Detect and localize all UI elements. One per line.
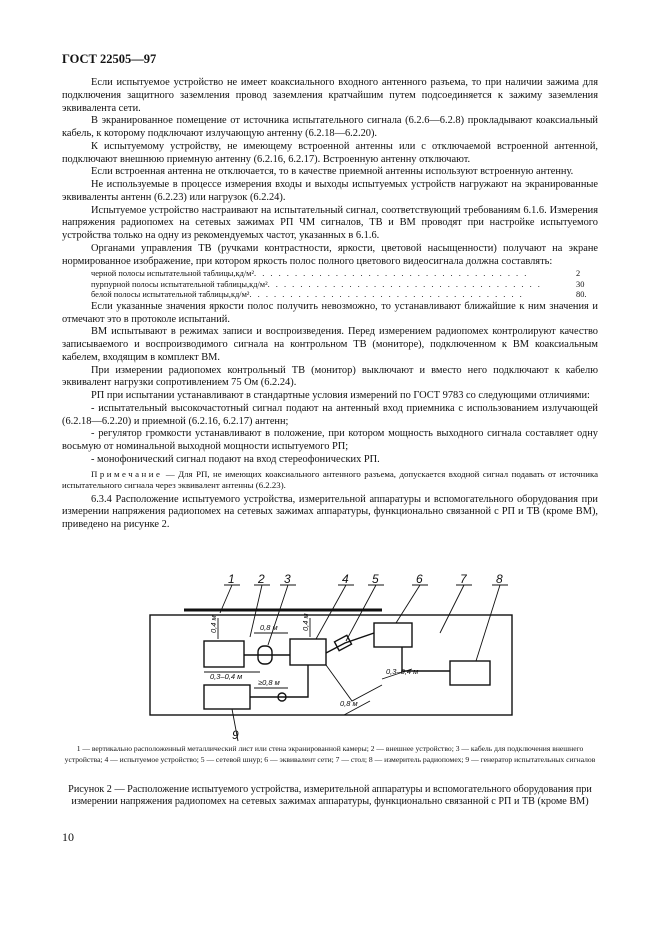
callout-1: 1 (228, 573, 235, 586)
external-device-box (204, 641, 244, 667)
leader-dots: . . . . . . . . . . . . . . . . . . . . . . . . . . . . . . . . . . (267, 279, 542, 289)
list-item: - испытательный высокочастотный сигнал подают на антенный вход приемника с использованием излучающей (6.2.18—6.2.20) и приемной (6.2.16, 6.2.17) антенн; (62, 402, 598, 427)
generator-box (204, 685, 250, 709)
dim-label: 0,4 м (301, 613, 310, 631)
paragraph: Органами управления ТВ (ручками контрастности, яркости, цветовой насыщенности) получают на экране нормированное изображение, при котором яркость полос полного цветового видеосигнала должна составлять: (62, 242, 598, 267)
figure-legend: 1 — вертикально расположенный металлический лист или стена экранированной камеры; 2 — внешнее устройство; 3 — кабель для подключения внешнего устройства; 4 — испытуемое устройство; 5 — сетевой шнур; 6 — эквивалент сети; 7 — стол; 8 — измеритель радиопомех; 9 — генератор испытательных сигналов (64, 744, 596, 764)
brightness-value: 80. (576, 290, 587, 300)
network-equivalent-box (374, 623, 412, 647)
dim-label: 0,8 м (260, 623, 278, 632)
device-under-test-box (290, 639, 326, 665)
brightness-row (91, 290, 598, 301)
layout-figure (120, 573, 520, 743)
paragraph: РП при испытании устанавливают в стандартные условия измерений по ГОСТ 9783 со следующими отличиями: (91, 390, 590, 401)
callout-2: 2 (258, 573, 265, 586)
paragraph: Если указанные значения яркости полос получить невозможно, то устанавливают ближайшие к ним значения и отмечают это в протоколе испытаний. (62, 300, 598, 325)
paragraph: Если встроенная антенна не отключается, то в качестве приемной антенны используют встроенную антенну. (91, 166, 574, 178)
page-number: 10 (62, 830, 74, 844)
callout-8: 8 (496, 573, 503, 586)
brightness-label: белой полосы испытательной таблицы,кд/м² (91, 290, 250, 300)
dim-label: 0,3–0,4 м (210, 672, 243, 681)
leader-dots: . . . . . . . . . . . . . . . . . . . . . . . . . . . . . . . . . . (249, 290, 524, 300)
cord-ferrite (334, 635, 351, 650)
note-label: Примечание (91, 468, 163, 479)
brightness-label: черной полосы испытательной таблицы,кд/м² (91, 269, 254, 279)
brightness-table (91, 269, 598, 301)
paragraph: Испытуемое устройство настраивают на испытательный сигнал, соответствующий требованиям 6.1.6. Измерения напряжения радиопомех на сетевых зажимах РП ЧМ сигналов, ТВ и ВМ проводят при настройке испытуемого устройства только на одну из рекомендуемых частот, указанных в 6.1.6. (62, 204, 598, 241)
dim-label: 0,8 м (340, 699, 358, 708)
document-header: ГОСТ 22505—97 (62, 52, 157, 66)
callout-9: 9 (232, 728, 239, 742)
brightness-value: 2 (576, 269, 581, 279)
leader-dots: . . . . . . . . . . . . . . . . . . . . . . . . . . . . . . . . . . (254, 269, 529, 279)
callout-5: 5 (372, 573, 379, 586)
list-item: - монофонический сигнал подают на вход стереофонических РП. (91, 453, 380, 465)
callout-7: 7 (460, 573, 467, 586)
dim-label: ≥0,8 м (258, 678, 280, 687)
dim-label: 0,4 м (209, 615, 218, 633)
brightness-row (91, 269, 598, 280)
paragraph: При измерении радиопомех контрольный ТВ (монитор) выключают и вместо него подключают к кабелю эквивалент нагрузки сопротивлением 75 Ом (6.2.24). (62, 364, 598, 389)
brightness-row (91, 280, 598, 291)
list-item: - регулятор громкости устанавливают в положение, при котором мощность выходного сигнала составляет одну восьмую от номинальной выходной мощности испытуемого РП; (62, 428, 598, 452)
callout-leader (346, 585, 376, 641)
paragraph: ВМ испытывают в режимах записи и воспроизведения. Перед измерением радиопомех контролируют качество записываемого и воспроизводимого сигнала на контрольном ТВ (мониторе), подключенном к ВМ коаксиальным кабелем, входящим в комплект ВМ. (62, 326, 598, 363)
brightness-value: 30 (576, 279, 585, 289)
interference-meter-box (450, 661, 490, 685)
callout-leader (476, 585, 500, 661)
body-text (62, 77, 598, 532)
callout-4: 4 (342, 573, 349, 586)
note (62, 469, 598, 491)
callout-leader (316, 585, 346, 639)
brightness-label: пурпурной полосы испытательной таблицы,кд/м² (91, 279, 268, 289)
paragraph: К испытуемому устройству, не имеющему встроенной антенны или с отключаемой встроенной антенной, подключают внешнюю приемную антенну (6.2.16, 6.2.17). Встроенную антенну отключают. (62, 140, 598, 165)
dim-label: 0,3–0,4 м (386, 667, 419, 676)
mains-cord (326, 633, 374, 653)
figure-caption: Рисунок 2 — Расположение испытуемого устройства, измерительной аппаратуры и вспомогательного оборудования при измерении напряжения радиопомех на сетевых зажимах аппаратуры, функционально связанной с РП и ТВ (кроме ВМ) (68, 784, 592, 808)
paragraph: В экранированное помещение от источника испытательного сигнала (6.2.6—6.2.8) прокладывают коаксиальный кабель, к которому подключают излучающую антенну (6.2.18—6.2.20). (62, 115, 598, 139)
paragraph-6-3-4: 6.3.4 Расположение испытуемого устройства, измерительной аппаратуры и вспомогательного оборудования при измерении напряжения радиопомех на сетевых зажимах аппаратуры, функционально связанной с РП и ТВ (кроме ВМ), приведено на рисунке 2. (62, 493, 598, 530)
paragraph: Если испытуемое устройство не имеет коаксиального входного антенного разъема, то при наличии зажима для подключения защитного заземления провод заземления кратчайшим путем подсоединяется к зажиму заземления эквивалента сети. (62, 77, 598, 114)
dim-line (326, 665, 382, 701)
callout-leader (396, 585, 420, 623)
paragraph: Не используемые в процессе измерения входы и выходы испытуемых устройств нагружают на экранированные эквиваленты антенн (6.2.23) или нагрузок (6.2.24). (62, 179, 598, 203)
note-text: — Для РП, не имеющих коаксиального антенного разъема, допускается входной сигнал подавать от источника испытательного сигнала через эквивалент антенны (6.2.23). (62, 468, 598, 490)
callout-3: 3 (284, 573, 291, 586)
callout-6: 6 (416, 573, 423, 586)
callout-leader (440, 585, 464, 633)
